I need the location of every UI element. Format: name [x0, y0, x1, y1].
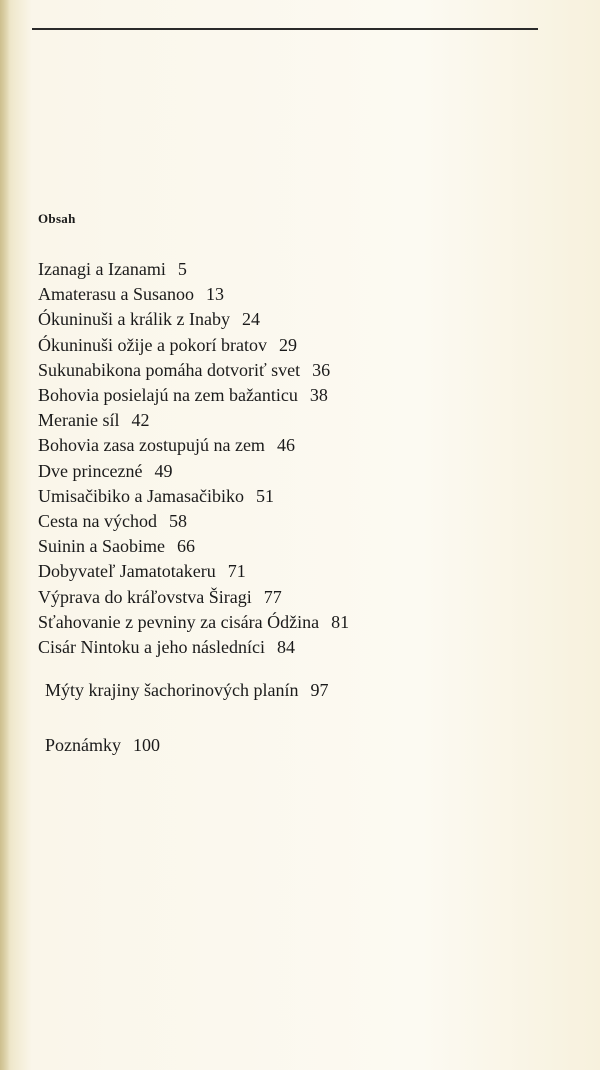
toc-entry-page: 97	[310, 680, 329, 700]
toc-entry-page: 49	[154, 460, 173, 481]
toc-entry-page: 66	[177, 536, 195, 557]
toc-entry-title: Umisačibiko a Jamasačibiko	[38, 485, 244, 506]
toc-entry	[38, 333, 558, 358]
toc-entry-page: 42	[131, 410, 150, 431]
toc-entry-page: 46	[276, 435, 295, 456]
toc-entry	[38, 433, 558, 458]
toc-entry-title: Ókuninuši ožije a pokorí bratov	[38, 334, 267, 355]
toc-entry-title: Bohovia zasa zostupujú na zem	[38, 435, 265, 456]
toc-entry	[38, 585, 558, 610]
toc-entry	[38, 257, 558, 282]
toc-entry-page: 38	[309, 385, 328, 406]
toc-entry-title: Amaterasu a Susanoo	[38, 284, 194, 305]
toc-entry-title: Cesta na východ	[38, 511, 157, 532]
contents-heading: Obsah	[38, 211, 76, 226]
toc-entry	[38, 383, 558, 408]
toc-entry-page: 24	[241, 309, 260, 330]
toc-entry-page: 29	[278, 334, 297, 355]
toc-entry-title: Sťahovanie z pevniny za cisára Ódžina	[38, 611, 320, 632]
toc-entry-page: 77	[263, 586, 282, 607]
toc-entry-title: Ókuninuši a králik z Inaby	[38, 309, 230, 330]
toc-entry-page: 84	[276, 637, 295, 658]
toc-entry-page: 36	[312, 359, 331, 380]
toc-entry-title: Mýty krajiny šachorinových planín	[45, 680, 299, 700]
toc-entry-title: Dve princezné	[38, 460, 143, 481]
toc-entry-title: Sukunabikona pomáha dotvoriť svet	[38, 359, 301, 380]
toc-entry-title: Dobyvateľ Jamatotakeru	[38, 561, 216, 582]
toc-entry-myths	[45, 680, 328, 701]
toc-entry-title: Suinin a Saobime	[38, 536, 165, 557]
toc-entry-page: 51	[255, 485, 274, 506]
header-rule	[32, 28, 538, 30]
toc-entry-page: 71	[227, 561, 246, 582]
toc-entry	[38, 610, 558, 635]
toc-entry	[38, 534, 558, 559]
table-of-contents	[38, 257, 558, 660]
toc-entry	[38, 509, 558, 534]
toc-entry	[38, 408, 558, 433]
toc-entry	[38, 307, 558, 332]
toc-entry	[38, 484, 558, 509]
toc-entry-page: 81	[331, 611, 350, 632]
toc-entry-title: Bohovia posielajú na zem bažanticu	[38, 385, 298, 406]
toc-entry-page: 100	[133, 735, 160, 755]
toc-entry-title: Izanagi a Izanami	[38, 259, 166, 279]
toc-entry-title: Cisár Nintoku a jeho následníci	[38, 637, 265, 658]
toc-entry	[38, 358, 558, 383]
toc-entry-notes	[45, 735, 160, 756]
toc-entry-page: 5	[177, 259, 187, 279]
toc-entry-title: Meranie síl	[38, 410, 120, 431]
toc-entry-page: 13	[205, 284, 224, 305]
page-gutter-shadow	[0, 0, 10, 1070]
toc-entry-title: Výprava do kráľovstva Širagi	[38, 586, 252, 607]
toc-entry	[38, 282, 558, 307]
toc-entry	[38, 459, 558, 484]
toc-entry-title: Poznámky	[45, 735, 121, 755]
toc-entry-page: 58	[168, 511, 187, 532]
toc-entry	[38, 635, 558, 660]
toc-entry	[38, 559, 558, 584]
